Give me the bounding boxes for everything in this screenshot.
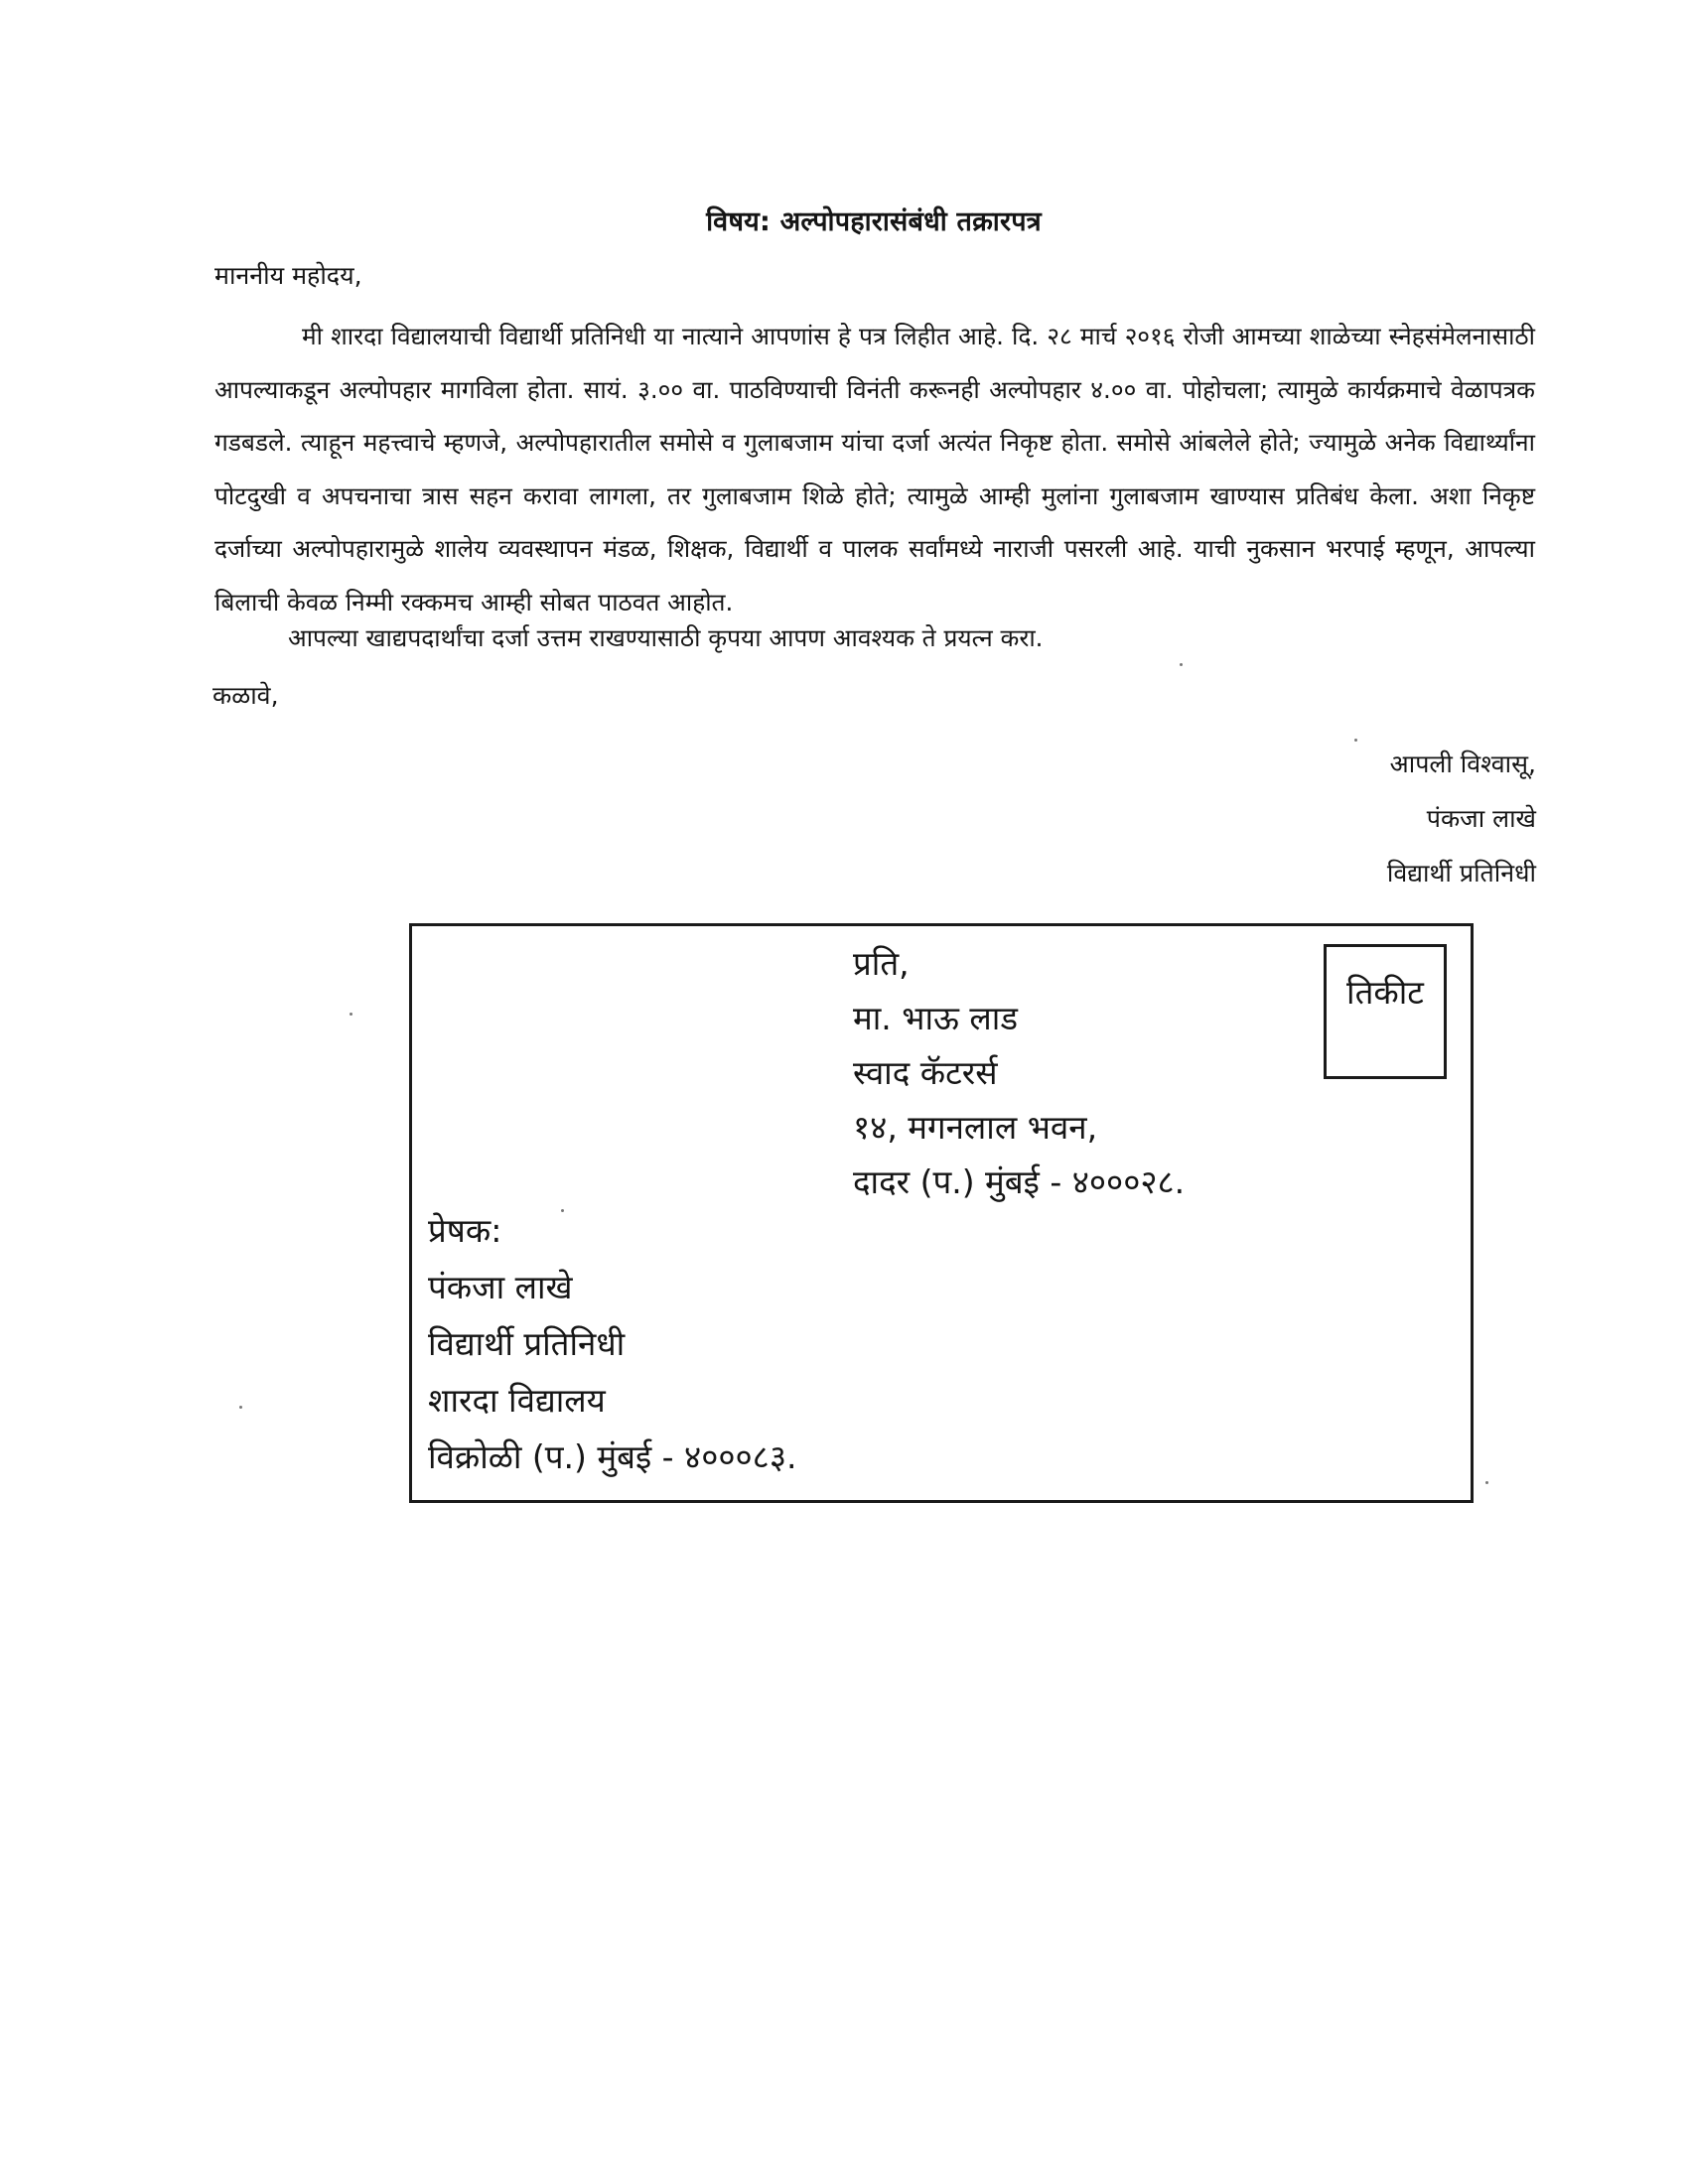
stamp-box: तिकीट bbox=[1324, 944, 1447, 1079]
recipient-label: प्रति, bbox=[853, 944, 910, 983]
letter-subject: विषय: अल्पोपहारासंबंधी तक्रारपत्र bbox=[706, 206, 1042, 237]
signoff-greeting: आपली विश्वासू, bbox=[1389, 750, 1536, 778]
letter-body: मी शारदा विद्यालयाची विद्यार्थी प्रतिनिधी या नात्याने आपणांस हे पत्र लिहीत आहे. दि. २८ मार्च २०१६ रोजी आमच्या शाळेच्या स्नेहसंमेलनासाठी आपल्याकडून अल्पोपहार मागविला होता. सायं. ३.०० वा. पाठविण्याची विनंती करूनही अल्पोपहार ४.०० वा. पोहोचला; त्यामुळे कार्यक्रमाचे वेळापत्रक गडबडले. त्याहून महत्त्वाचे म्हणजे, अल्पोपहारातील समोसे व गुलाबजाम यांचा दर्जा अत्यंत निकृष्ट होता. समोसे आंबलेले होते; ज्यामुळे अनेक विद्यार्थ्यांना पोटदुखी व अपचनाचा त्रास सहन करावा लागला, तर गुलाबजाम शिळे होते; त्यामुळे आम्ही मुलांना गुलाबजाम खाण्यास प्रतिबंध केला. अशा निकृष्ट दर्जाच्या अल्पोपहारामुळे शालेय व्यवस्थापन मंडळ, शिक्षक, विद्यार्थी व पालक सर्वांमध्ये नाराजी पसरली आहे. याची नुकसान भरपाई म्हणून, आपल्या बिलाची केवळ निम्मी रक्कमच आम्ही सोबत पाठवत आहोत. bbox=[214, 322, 1535, 616]
recipient-company: स्वाद कॅटरर्स bbox=[853, 1053, 998, 1092]
sender-name: पंकजा लाखे bbox=[428, 1268, 573, 1306]
letter-closing: कळावे, bbox=[212, 681, 279, 710]
scan-speck bbox=[350, 1013, 352, 1016]
sender-city: विक्रोळी (प.) मुंबई - ४०००८३. bbox=[428, 1437, 797, 1476]
scan-speck bbox=[239, 1406, 242, 1409]
sender-label: प्रेषक: bbox=[428, 1211, 502, 1250]
envelope bbox=[409, 923, 1474, 1503]
letter-signoff bbox=[1387, 737, 1536, 900]
recipient-address bbox=[853, 936, 1185, 1209]
signoff-name: पंकजा लाखे bbox=[1426, 804, 1536, 833]
scan-speck bbox=[1485, 1481, 1488, 1484]
recipient-street: १४, मगनलाल भवन, bbox=[853, 1108, 1098, 1147]
scan-speck bbox=[561, 1209, 564, 1212]
letter-salutation: माननीय महोदय, bbox=[214, 261, 362, 290]
scan-speck bbox=[1354, 739, 1357, 742]
sender-address bbox=[428, 1202, 797, 1485]
scan-speck bbox=[1180, 663, 1183, 666]
recipient-city: दादर (प.) मुंबई - ४०००२८. bbox=[853, 1162, 1186, 1201]
sender-designation: विद्यार्थी प्रतिनिधी bbox=[428, 1324, 626, 1363]
letter-request: आपल्या खाद्यपदार्थांचा दर्जा उत्तम राखण्यासाठी कृपया आपण आवश्यक ते प्रयत्न करा. bbox=[288, 623, 1044, 652]
sender-school: शारदा विद्यालय bbox=[428, 1381, 606, 1420]
recipient-name: मा. भाऊ लाड bbox=[853, 999, 1018, 1037]
signoff-designation: विद्यार्थी प्रतिनिधी bbox=[1386, 859, 1536, 887]
